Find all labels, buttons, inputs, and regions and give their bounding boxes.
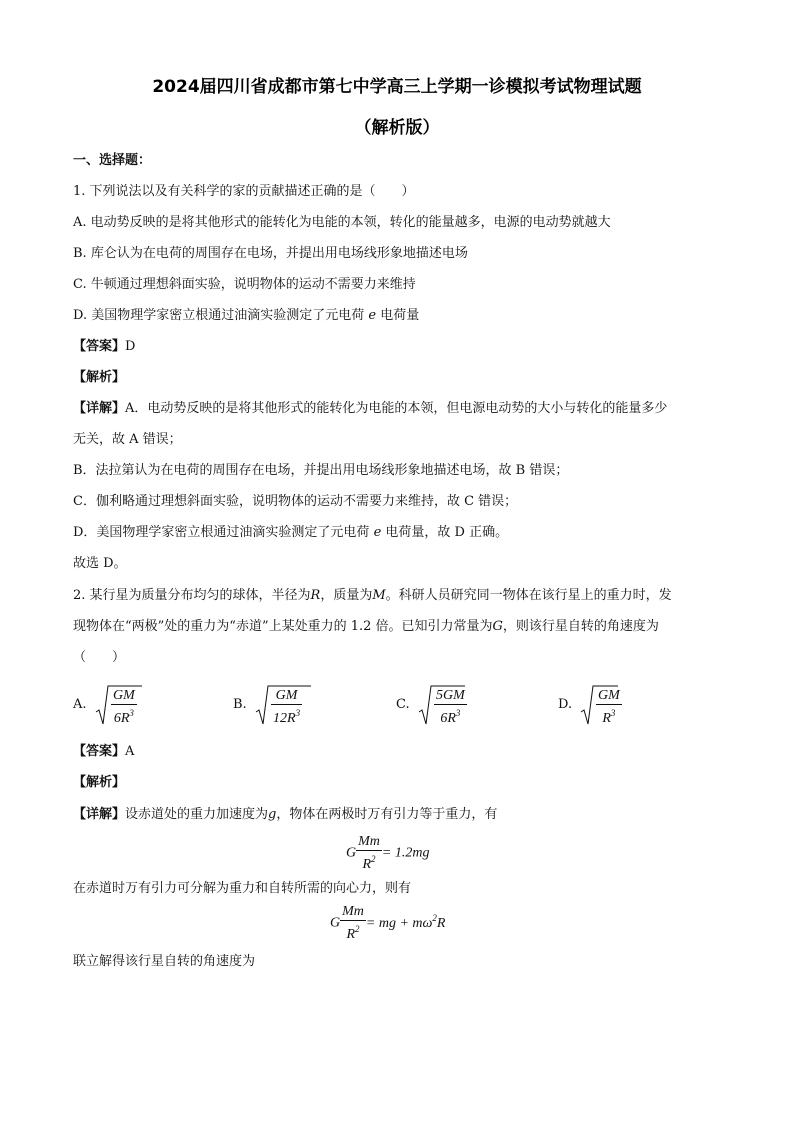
eq1-constant: G bbox=[346, 845, 357, 861]
answer-label: 【答案】 bbox=[73, 744, 126, 759]
option-label: C. bbox=[396, 697, 410, 712]
answer-value: D bbox=[125, 339, 136, 354]
fraction-numerator: GM bbox=[271, 688, 302, 705]
question-1-detail-a-line1 bbox=[73, 400, 667, 418]
option-d-text-end: 电荷量 bbox=[380, 308, 420, 323]
eq2-rhs-b: R bbox=[436, 915, 446, 931]
denominator-exponent: 3 bbox=[129, 708, 134, 718]
detail-label: 【详解】 bbox=[73, 807, 126, 822]
question-2-answer bbox=[73, 743, 134, 761]
option-d-text: D. 美国物理学家密立根通过油滴实验测定了元电荷 bbox=[73, 308, 365, 323]
question-2-stem-line3: （ ） bbox=[73, 650, 126, 665]
option-label: A. bbox=[73, 697, 87, 712]
gravity-acceleration-symbol: g bbox=[268, 807, 277, 822]
question-1-detail-b: B．法拉第认为在电荷的周围存在电场，并提出用电场线形象地描述电场，故 B 错误； bbox=[73, 463, 569, 478]
elementary-charge-symbol: e bbox=[373, 525, 382, 540]
denominator-base: 12R bbox=[273, 711, 296, 726]
fraction-denominator bbox=[434, 705, 467, 727]
stem-text: 2. 某行星为质量分布均匀的球体，半径为 bbox=[73, 588, 311, 603]
eq2-rhs-a: = mg + mω bbox=[365, 915, 433, 931]
question-2-stem-line1 bbox=[73, 587, 672, 605]
fraction-numerator: GM bbox=[598, 688, 620, 703]
elementary-charge-symbol: e bbox=[368, 308, 377, 323]
question-1-option-d bbox=[73, 307, 419, 325]
section-heading: 一、选择题： bbox=[73, 153, 152, 168]
eq2-rhs-exp: 2 bbox=[432, 912, 437, 923]
stem-text: ，则该行星自转的角速度为 bbox=[502, 619, 659, 634]
answer-value: A bbox=[125, 744, 135, 759]
detail-text: 设赤道处的重力加速度为 bbox=[125, 807, 269, 822]
detail-d-text: D．美国物理学家密立根通过油滴实验测定了元电荷 bbox=[73, 525, 370, 540]
option-fraction bbox=[271, 688, 302, 727]
eq2-den-exp: 2 bbox=[355, 924, 360, 934]
detail-text: ，物体在两极时万有引力等于重力，有 bbox=[276, 807, 498, 822]
radius-symbol: R bbox=[310, 588, 321, 603]
eq1-numerator: Mm bbox=[358, 834, 380, 849]
detail-d-text-end: 电荷量，故 D 正确。 bbox=[385, 525, 509, 540]
fraction-numerator: GM bbox=[113, 688, 135, 703]
equation-1 bbox=[346, 834, 429, 873]
question-1-option-c: C. 牛顿通过理想斜面实验，说明物体的运动不需要力来维持 bbox=[73, 277, 416, 292]
question-2-detail-line2: 在赤道时万有引力可分解为重力和自转所需的向心力，则有 bbox=[73, 881, 412, 896]
eq2-rhs bbox=[365, 912, 446, 931]
denominator-base: 6R bbox=[440, 711, 456, 726]
stem-text: 现物体在“两极”处的重力为“赤道”上某处重力的 1.2 倍。已知引力常量为 bbox=[73, 619, 493, 634]
document-title: 2024届四川省成都市第七中学高三上学期一诊模拟考试物理试题 bbox=[152, 77, 642, 97]
option-fraction bbox=[434, 688, 467, 727]
question-1-conclusion: 故选 D。 bbox=[73, 556, 127, 571]
denominator-base: 6R bbox=[113, 711, 130, 726]
question-1-stem: 1. 下列说法以及有关科学的家的贡献描述正确的是（ ） bbox=[73, 184, 415, 199]
eq1-denominator bbox=[356, 851, 382, 873]
question-2-detail-line3: 联立解得该行星自转的角速度为 bbox=[73, 954, 256, 969]
question-1-detail-d bbox=[73, 524, 508, 542]
gravity-constant-symbol: G bbox=[492, 619, 503, 634]
eq1-den-base: R bbox=[362, 857, 372, 872]
question-1-detail-c: C．伽利略通过理想斜面实验，说明物体的运动不需要力来维持，故 C 错误； bbox=[73, 494, 518, 509]
question-1-detail-a-line2: 无关，故 A 错误； bbox=[73, 432, 182, 447]
fraction-denominator bbox=[271, 705, 302, 727]
option-label: B. bbox=[233, 697, 247, 712]
denominator-exponent: 3 bbox=[295, 708, 301, 718]
fraction-denominator bbox=[596, 705, 622, 727]
option-label: D. bbox=[558, 697, 573, 712]
answer-label: 【答案】 bbox=[73, 339, 126, 354]
eq2-denominator bbox=[340, 921, 366, 943]
denominator-exponent: 3 bbox=[610, 708, 616, 718]
option-fraction bbox=[596, 688, 622, 727]
eq1-rhs: = 1.2mg bbox=[381, 845, 430, 861]
detail-text: A．电动势反映的是将其他形式的能转化为电能的本领，但电源电动势的大小与转化的能量多少 bbox=[125, 401, 668, 416]
stem-text: 。科研人员研究同一物体在该行星上的重力时，发 bbox=[385, 588, 672, 603]
eq2-numerator: Mm bbox=[342, 904, 364, 919]
eq2-fraction bbox=[340, 904, 366, 943]
eq2-den-base: R bbox=[346, 927, 356, 942]
mass-symbol: M bbox=[372, 588, 386, 603]
document-subtitle: （解析版） bbox=[354, 118, 440, 138]
fraction-denominator bbox=[111, 705, 137, 727]
question-1-option-a: A. 电动势反映的是将其他形式的能转化为电能的本领，转化的能量越多，电源的电动势就越大 bbox=[73, 215, 611, 230]
eq1-fraction bbox=[356, 834, 382, 873]
detail-label: 【详解】 bbox=[73, 401, 126, 416]
question-1-analysis-label: 【解析】 bbox=[73, 370, 126, 385]
question-1-option-b: B. 库仑认为在电荷的周围存在电场，并提出用电场线形象地描述电场 bbox=[73, 246, 468, 261]
question-1-answer bbox=[73, 338, 135, 356]
denominator-exponent: 3 bbox=[455, 708, 461, 718]
eq2-constant: G bbox=[330, 915, 341, 931]
question-2-stem-line2 bbox=[73, 618, 659, 636]
denominator-base: R bbox=[602, 711, 611, 726]
eq1-den-exp: 2 bbox=[371, 854, 376, 864]
question-2-analysis-label: 【解析】 bbox=[73, 775, 126, 790]
equation-2 bbox=[330, 904, 445, 943]
question-2-detail-line1 bbox=[73, 806, 497, 824]
fraction-numerator: 5GM bbox=[436, 688, 465, 703]
option-fraction bbox=[111, 688, 137, 727]
stem-text: ，质量为 bbox=[320, 588, 373, 603]
